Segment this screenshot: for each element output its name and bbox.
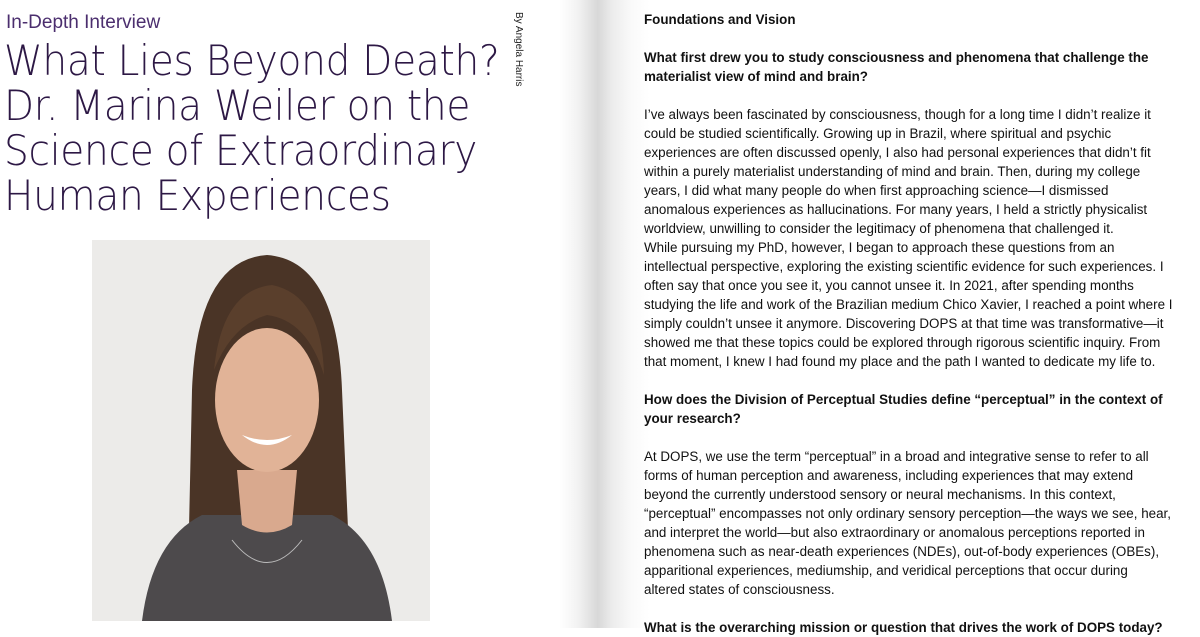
answer-line: within a purely materialist understanding of mind and brain. Then, during my college — [644, 164, 1141, 179]
question: materialist view of mind and brain? — [644, 69, 868, 84]
question: How does the Division of Perceptual Studies define “perceptual” in the context of — [644, 392, 1163, 407]
page-gutter — [560, 0, 650, 628]
answer-line: I’ve always been fascinated by consciousness, though for a long time I didn’t realize it — [644, 107, 1151, 122]
article-title — [4, 38, 499, 218]
answer-line: intellectual perspective, exploring the existing scientific evidence for such experiences. I — [644, 259, 1164, 274]
answer-paragraph — [644, 105, 1194, 371]
kicker: In-Depth Interview — [6, 12, 161, 33]
answer-line: While pursuing my PhD, however, I began to approach these questions from an — [644, 240, 1115, 255]
left-page — [0, 0, 575, 628]
answer-line: studying the life and work of the Brazilian medium Chico Xavier, I reached a point where I — [644, 297, 1173, 312]
answer-line: anomalous experiences as hallucinations. For many years, I held a strictly physicalist — [644, 202, 1148, 217]
section-heading: Foundations and Vision — [644, 12, 796, 27]
title-line: Dr. Marina Weiler on the — [4, 81, 471, 130]
answer-line: beyond the currently understood sensory or neural mechanisms. In this context, — [644, 487, 1116, 502]
answer-line: often say that once you see it, you cannot unsee it. In 2021, after spending months — [644, 278, 1134, 293]
title-line: What Lies Beyond Death? — [4, 36, 500, 85]
answer-line: At DOPS, we use the term “perceptual” in a broad and integrative sense to refer to all — [644, 449, 1149, 464]
byline: By Angela Harris — [513, 12, 524, 87]
portrait-photo — [92, 240, 430, 621]
answer-line: and interpret the world—but also extraordinary or anomalous perceptions reported in — [644, 525, 1145, 540]
answer-line: “perceptual” encompasses not only ordinary sensory perception—the ways we see, hear, — [644, 506, 1171, 521]
answer-line: that moment, I knew I had found my place and the path I wanted to dedicate my life to. — [644, 354, 1156, 369]
answer-line: altered states of consciousness. — [644, 582, 835, 597]
question: What first drew you to study consciousness and phenomena that challenge the — [644, 50, 1149, 65]
title-line: Human Experiences — [4, 171, 391, 220]
answer-line: simply couldn’t unsee it anymore. Discovering DOPS at that time was transformative—it — [644, 316, 1164, 331]
answer-line: worldview, unwilling to consider the legitimacy of phenomena that challenged it. — [644, 221, 1114, 236]
answer-paragraph — [644, 447, 1194, 599]
question: What is the overarching mission or question that drives the work of DOPS today? — [644, 620, 1163, 635]
answer-line: forms of human perception and awareness, including experiences that may extend — [644, 468, 1134, 483]
question: your research? — [644, 411, 741, 426]
right-page — [644, 10, 1194, 637]
answer-line: could be studied scientifically. Growing up in Brazil, where spiritual and psychic — [644, 126, 1112, 141]
answer-line: phenomena such as near-death experiences (NDEs), out-of-body experiences (OBEs), — [644, 544, 1160, 559]
answer-line: apparitional experiences, mediumship, and veridical perceptions that occur during — [644, 563, 1128, 578]
answer-line: showed me that these topics could be explored through rigorous scientific inquiry. From — [644, 335, 1161, 350]
answer-line: experiences are often discussed openly, I also had personal experiences that didn’t fit — [644, 145, 1151, 160]
answer-line: years, I did what many people do when first approaching science—I dismissed — [644, 183, 1109, 198]
title-line: Science of Extraordinary — [4, 126, 478, 175]
